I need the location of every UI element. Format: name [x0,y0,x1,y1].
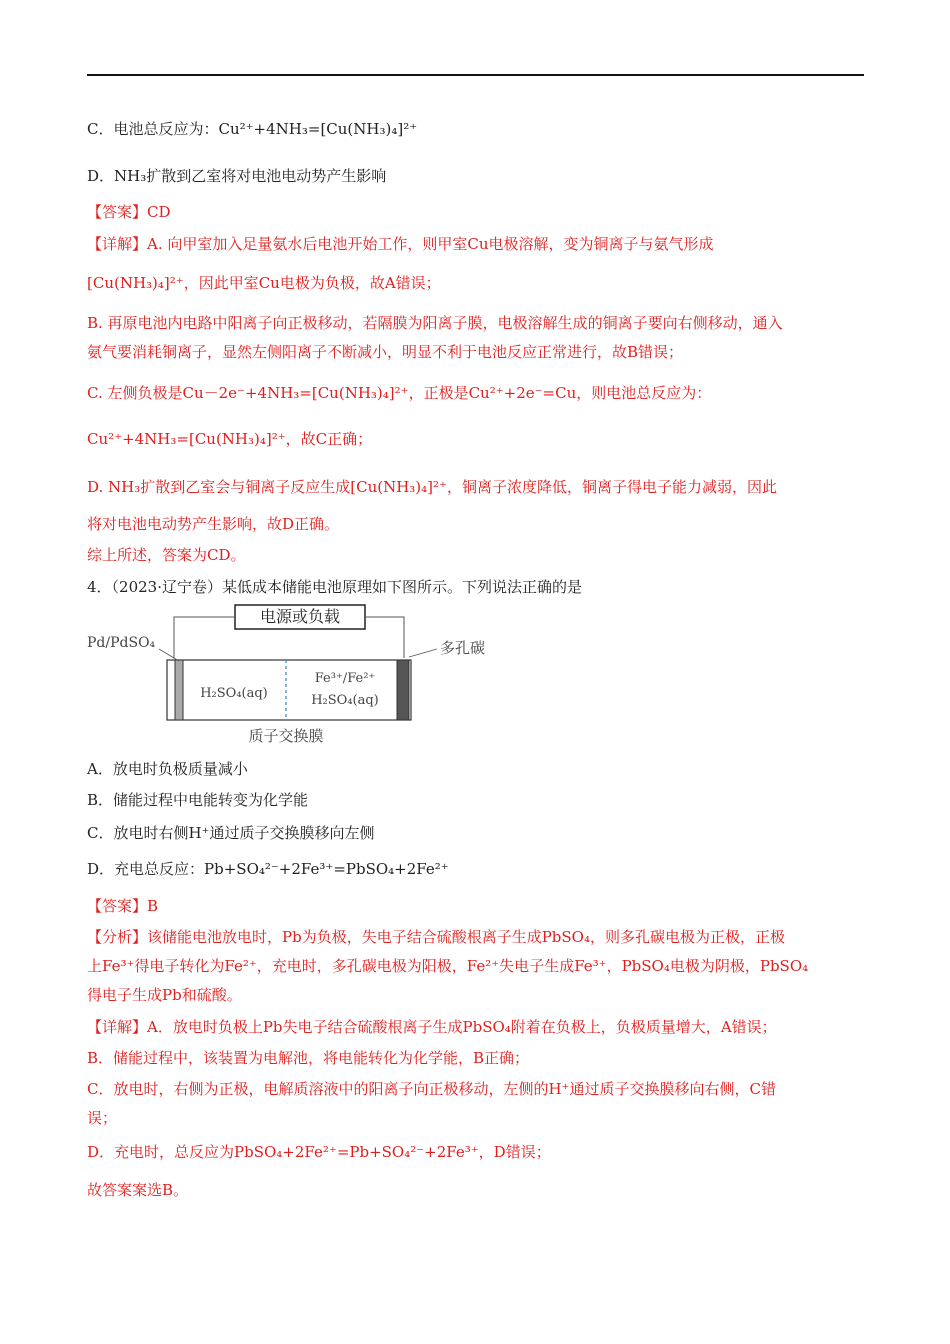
q3-detail-d-line1: D. NH₃扩散到乙室会与铜离子反应生成[Cu(NH₃)₄]²⁺，铜离子浓度降低，铜离子得电子能力减弱，因此 [87,478,777,496]
q4-detail-b: B．储能过程中，该装置为电解池，将电能转化为化学能，B正确； [87,1049,530,1067]
q3-detail-b-line2: 氨气要消耗铜离子，显然左侧阳离子不断减小，明显不利于电池反应正常进行，故B错误； [87,343,684,361]
q3-detail-c-line2: Cu²⁺+4NH₃=[Cu(NH₃)₄]²⁺，故C正确； [87,430,373,448]
q4-stem: 4．（2023·辽宁卷）某低成本储能电池原理如下图所示。下列说法正确的是 [87,578,582,596]
q4-analysis-line3: 得电子生成Pb和硫酸。 [87,986,242,1004]
right-solution-label-2: H₂SO₄(aq) [311,693,379,708]
header-rule [87,74,864,76]
q3-detail-b-line1: B. 再原电池内电路中阳离子向正极移动，若隔膜为阳离子膜，电极溶解生成的铜离子要向右侧移动，通入 [87,314,783,332]
q3-detail-d-line2: 将对电池电动势产生影响，故D正确。 [87,515,340,533]
q4-answer: 【答案】B [87,897,159,915]
left-electrode [175,660,183,720]
q4-option-b: B．储能过程中电能转变为化学能 [87,791,309,809]
q4-detail-d: D．充电时，总反应为PbSO₄+2Fe²⁺=Pb+SO₄²⁻+2Fe³⁺，D错误； [87,1143,551,1161]
q3-detail-a-line2: [Cu(NH₃)₄]²⁺，因此甲室Cu电极为负极，故A错误； [87,274,441,292]
q3-detail-c-line1: C. 左侧负极是Cu－2e⁻+4NH₃=[Cu(NH₃)₄]²⁺，正极是Cu²⁺+2e⁻=Cu，则电池总反应为： [87,384,712,402]
right-leader [409,649,437,657]
q4-analysis-line2: 上Fe³⁺得电子转化为Fe²⁺，充电时，多孔碳电极为阳极，Fe²⁺失电子生成Fe³⁺，PbSO₄电极为阴极，PbSO₄ [87,957,809,975]
q4-detail-c-line2: 误； [87,1109,118,1127]
membrane-label: 质子交换膜 [248,727,324,745]
q4-option-c: C．放电时右侧H⁺通过质子交换膜移向左侧 [87,824,375,842]
q4-option-d: D．充电总反应：Pb+SO₄²⁻+2Fe³⁺=PbSO₄+2Fe²⁺ [87,860,449,878]
right-wire [365,617,404,658]
right-solution-label-1: Fe³⁺/Fe²⁺ [314,671,376,686]
q4-option-a: A．放电时负极质量减小 [87,760,248,778]
q3-option-d: D．NH₃扩散到乙室将对电池电动势产生影响 [87,167,387,185]
q3-answer: 【答案】CD [87,203,171,221]
q4-detail-a: 【详解】A．放电时负极上Pb失电子结合硫酸根离子生成PbSO₄附着在负极上，负极质量增大，A错误； [87,1018,777,1036]
q4-detail-c-line1: C．放电时，右侧为正极，电解质溶液中的阳离子向正极移动，左侧的H⁺通过质子交换膜移向右侧，C错 [87,1080,776,1098]
power-load-label: 电源或负载 [259,607,341,626]
q3-option-c: C．电池总反应为：Cu²⁺+4NH₃=[Cu(NH₃)₄]²⁺ [87,120,418,138]
q4-analysis-line1: 【分析】该储能电池放电时，Pb为负极，失电子结合硫酸根离子生成PbSO₄，则多孔碳电极为正极，正极 [87,928,785,946]
q4-conclusion: 故答案案选B。 [87,1181,189,1199]
right-electrode-label: 多孔碳 [440,639,486,657]
q3-summary: 综上所述，答案为CD。 [87,546,246,564]
left-wire [174,617,235,658]
right-electrode [397,660,409,720]
q3-detail-a-line1: 【详解】A. 向甲室加入足量氨水后电池开始工作，则甲室Cu电极溶解，变为铜离子与氨气形成 [87,235,714,253]
left-solution-label: H₂SO₄(aq) [200,686,268,701]
left-electrode-label: Pd/PdSO₄ [87,635,156,651]
left-leader [159,649,179,661]
battery-diagram [87,603,507,748]
